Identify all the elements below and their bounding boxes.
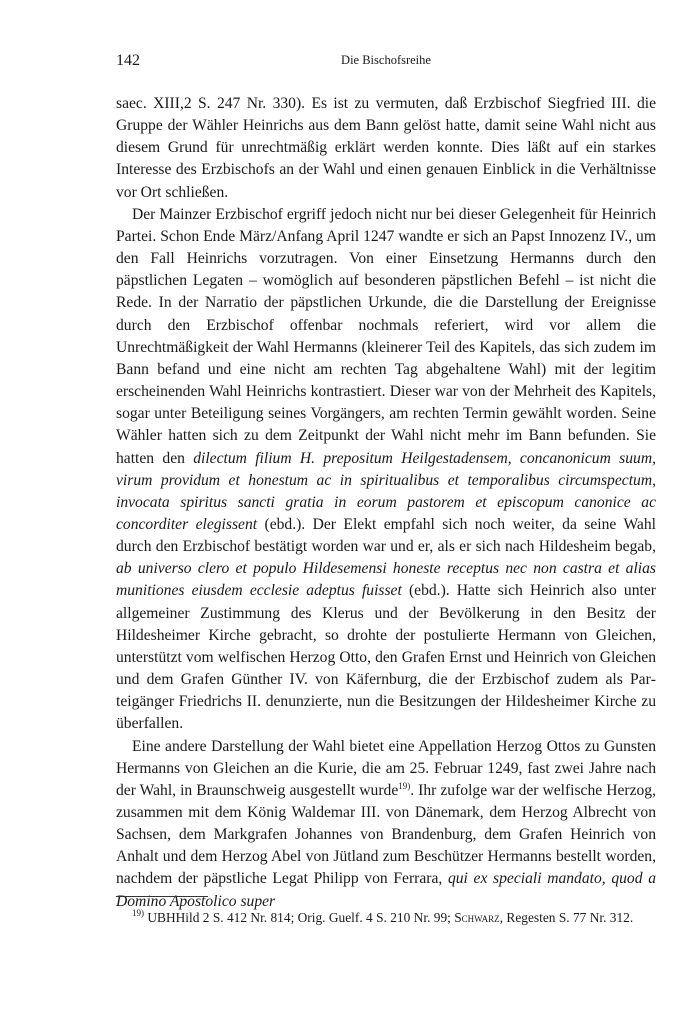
running-head: Die Bischofsreihe	[341, 53, 431, 67]
page-header	[116, 52, 656, 76]
paragraph-2-text-c: (ebd.). Hatte sich Heinrich also unter allgemeiner Zustimmung des Klerus und der Bevölkerung in den Besitz der Hildesheimer Kirche gebracht, so drohte der postulierte Hermann von Gleichen, unterstützt vom welfischen Herzog Otto, den Grafen Ernst und Heinrich von Gleichen und dem Grafen Günther IV. von Käfernburg, die der Erzbischof zudem als Parteigänger Friedrichs II. denunzierte, nun die Besitzungen der Hildesheimer Kirche zu überfallen.	[116, 582, 656, 733]
paragraph-3-text-b: . Ihr zufolge war der welfische Herzog, zusammen mit dem König Waldemar III. von Dänemark, dem Herzog Albrecht von Sachsen, dem Markgrafen Johannes von Brandenburg, dem Grafen Heinrich von Anhalt und dem Herzog Abel von Jütland zum Beschützer Hermanns bestellt worden, nachdem der päpstliche Legat Philipp von Ferrara,	[116, 781, 656, 888]
footnote-text-a: UBHHild 2 S. 412 Nr. 814; Orig. Guelf. 4 S. 210 Nr. 99;	[144, 910, 455, 925]
paragraph-2-text-a: Der Mainzer Erzbischof ergriff jedoch nicht nur bei dieser Gelegenheit für Heinrich Partei. Schon Ende März/Anfang April 1247 wandte er sich an Papst Innozenz IV., um den Fall Heinrichs vorzutragen. Von einer Einsetzung Hermanns durch den päpstlichen Legaten – womöglich auf besonderen päpstlichen Befehl – ist nicht die Rede. In der Narratio der päpstlichen Urkunde, die die Darstellung der Ereignisse durch den Erzbischof offenbar nochmals referiert, wird vor allem die Unrechtmäßigkeit der Wahl Hermanns (kleinerer Teil des Kapitels, das sich zudem im Bann befand und eine nicht am rechten Tag abgehaltene Wahl) mit der legitim erscheinenden Wahl Heinrichs kontrastiert. Dieser war von der Mehrheit des Kapitels, sogar unter Beteiligung seines Vorgängers, am rechten Termin gewählt worden. Seine Wähler hatten sich zu dem Zeitpunkt der Wahl nicht mehr im Bann befunden. Sie hatten den	[116, 205, 656, 467]
footnote-divider	[116, 896, 208, 897]
body-text	[116, 93, 656, 913]
paragraph-2	[116, 204, 656, 736]
footnote-marker: 19)	[132, 908, 144, 918]
footnote-author: Schwarz	[454, 910, 500, 925]
paragraph-3-text-a: Eine andere Darstellung der Wahl bietet eine Appellation Herzog Ottos zu Gunsten Hermanns von Gleichen an die Kurie, die am 25. Februar 1249, fast zwei Jahre nach der Wahl, in Braunschweig ausgestellt wurde	[116, 737, 656, 799]
paragraph-2-text-b: (ebd.). Der Elekt empfahl sich noch weiter, da seine Wahl durch den Erzbischof bestätigt worden war und er, als er sich nach Hildesheim begab,	[116, 515, 656, 556]
footnote-19	[116, 908, 656, 927]
paragraph-1-text: saec. XIII,2 S. 247 Nr. 330). Es ist zu vermuten, daß Erzbischof Siegfried III. die Gruppe der Wähler Heinrichs aus dem Bann gelöst hatte, damit seine Wahl nicht aus diesem Grund für unrechtmäßig erklärt werden konnte. Dies läßt auf ein starkes Interesse des Erzbischofs an der Wahl und einen genauen Einblick in die Verhältnisse vor Ort schließen.	[116, 95, 656, 201]
latin-quote-3: qui ex speciali mandato, quod a Domino Apostolico super	[116, 870, 656, 910]
latin-quote-2: ab universo clero et populo Hildesemensi honeste receptus nec non castra et alias munitiones eiusdem ecclesie adeptus fuisset	[116, 560, 656, 600]
latin-quote-1: dilectum filium H. prepositum Heilgestadensem, concanonicum suum, virum providum et honestum ac in spiritualibus et temporalibus circumspectum, invocata spiritus sancti gratia in eorum pastorem et episcopum canonice ac concorditer elegissent	[116, 449, 656, 533]
paragraph-3	[116, 736, 656, 913]
footnote-reference[interactable]: 19)	[398, 780, 411, 791]
page-number: 142	[116, 52, 140, 69]
footnote-text-b: , Regesten S. 77 Nr. 312.	[499, 910, 634, 925]
paragraph-1	[116, 93, 656, 204]
